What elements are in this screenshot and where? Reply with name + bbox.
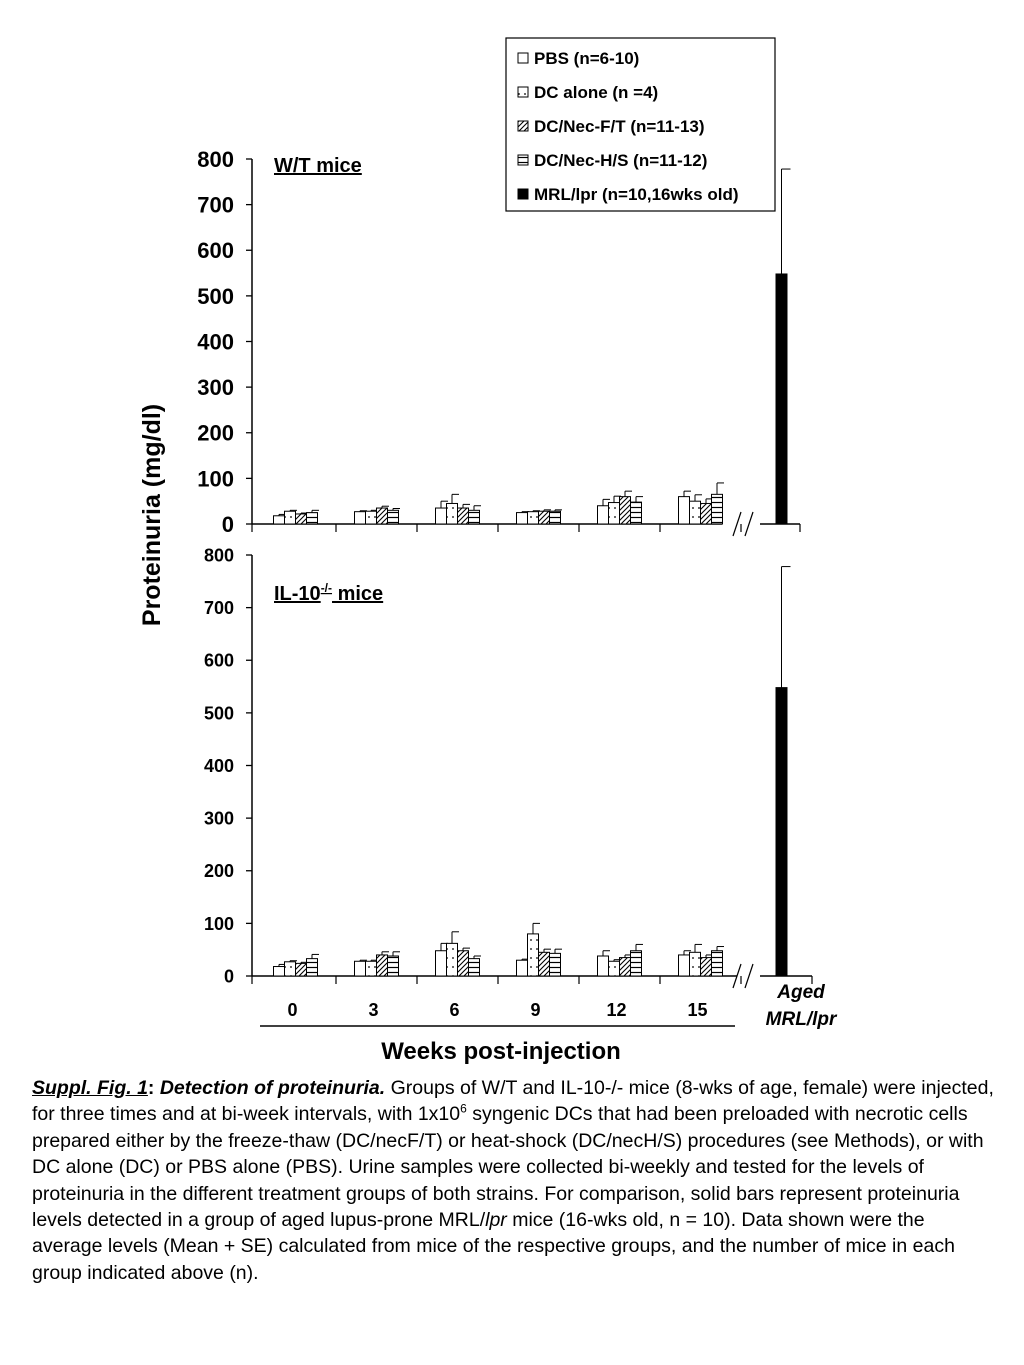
bar-diagonal bbox=[701, 958, 712, 976]
bar-horizontal bbox=[550, 511, 561, 524]
bar-dots bbox=[609, 961, 620, 976]
y-tick-label: 800 bbox=[197, 146, 234, 172]
bar-dots bbox=[285, 511, 296, 524]
caption-figure-number: Suppl. Fig. 1 bbox=[32, 1077, 148, 1099]
y-tick-label: 400 bbox=[203, 755, 234, 776]
y-tick-label: 0 bbox=[221, 511, 234, 537]
axis-break-mark bbox=[745, 964, 753, 988]
bar-horizontal bbox=[469, 959, 480, 976]
caption-text-1: Groups of W/T and IL-10-/- mice (8-wks of age, female) were injected, for three times and at bi-week intervals, with 1x10 bbox=[32, 1077, 994, 1126]
bar-white bbox=[679, 497, 690, 524]
x-tick-label: 0 bbox=[287, 1000, 298, 1020]
bar-white bbox=[436, 508, 447, 524]
bar-horizontal bbox=[469, 510, 480, 524]
legend-swatch-dots bbox=[518, 87, 528, 97]
y-tick-label: 100 bbox=[203, 913, 234, 934]
bar-horizontal bbox=[631, 502, 642, 524]
bar-diagonal bbox=[539, 952, 550, 976]
bar-horizontal bbox=[388, 956, 399, 976]
bar-horizontal bbox=[388, 510, 399, 524]
caption-text-2: syngenic DCs that had been preloaded with necrotic cells prepared either by the freeze-thaw (DC/necF/T) or heat-shock (DC/necH/S) procedures (see Methods), or with DC alone (DC) or PBS alone (PBS). Urine samples were collected bi-weekly and tested for the levels of proteinuria in the different treatment groups of both strains. For comparison, solid bars represent proteinuria levels detected in a group of aged lupus-prone MRL/ bbox=[32, 1103, 984, 1232]
y-tick-label: 300 bbox=[203, 808, 234, 829]
y-tick-label: 700 bbox=[203, 598, 234, 619]
legend-label: DC/Nec-H/S (n=11-12) bbox=[534, 151, 708, 170]
y-tick-label: 400 bbox=[197, 329, 234, 355]
caption-italic: lpr bbox=[485, 1209, 507, 1232]
bar-dots bbox=[447, 943, 458, 976]
bar-dots bbox=[690, 501, 701, 524]
x-tick-label: 6 bbox=[449, 1000, 460, 1020]
bar-white bbox=[274, 967, 285, 976]
bar-dots bbox=[366, 511, 377, 524]
legend-swatch-diagonal bbox=[518, 121, 528, 131]
y-tick-label: 700 bbox=[197, 192, 234, 218]
bar-horizontal bbox=[712, 951, 723, 976]
y-tick-label: 500 bbox=[197, 283, 234, 309]
legend-swatch-white bbox=[518, 53, 528, 63]
y-axis-title: Proteinuria (mg/dl) bbox=[138, 403, 166, 627]
bar-dots bbox=[528, 512, 539, 524]
bar-diagonal bbox=[458, 508, 469, 524]
figure-caption bbox=[32, 1075, 994, 1286]
bar-horizontal bbox=[307, 959, 318, 976]
x-tick-label: 12 bbox=[606, 1000, 627, 1020]
bar-horizontal bbox=[307, 513, 318, 524]
caption-superscript: 6 bbox=[460, 1101, 467, 1116]
bar-dots bbox=[690, 952, 701, 976]
caption-colon: : bbox=[147, 1077, 160, 1099]
bar-diagonal bbox=[701, 503, 712, 524]
bar-white bbox=[517, 960, 528, 976]
bar-diagonal bbox=[620, 497, 631, 524]
bar-diagonal bbox=[296, 963, 307, 976]
panel-label: W/T mice bbox=[274, 155, 362, 177]
bar-dots bbox=[609, 503, 620, 524]
caption-title: Detection of proteinuria. bbox=[159, 1077, 386, 1099]
bar-diagonal bbox=[458, 951, 469, 976]
legend-swatch-horizontal bbox=[518, 155, 528, 165]
bar-dots bbox=[447, 503, 458, 524]
legend-swatch-black bbox=[518, 189, 528, 199]
bar-diagonal bbox=[296, 514, 307, 524]
bar-mrl-lpr bbox=[776, 688, 787, 976]
y-tick-label: 500 bbox=[203, 703, 234, 724]
bar-diagonal bbox=[620, 958, 631, 976]
axis-break-mark bbox=[733, 512, 741, 536]
x-tick-label: 3 bbox=[368, 1000, 379, 1020]
legend bbox=[506, 38, 775, 211]
bar-horizontal bbox=[550, 953, 561, 976]
bar-mrl-lpr bbox=[776, 274, 787, 524]
x-axis-title: Weeks post-injection bbox=[381, 1038, 621, 1065]
bar-white bbox=[598, 506, 609, 524]
bar-white bbox=[436, 951, 447, 976]
bar-white bbox=[679, 955, 690, 976]
y-tick-label: 200 bbox=[203, 861, 234, 882]
bar-white bbox=[274, 516, 285, 524]
y-tick-label: 600 bbox=[197, 238, 234, 264]
legend-label: DC/Nec-F/T (n=11-13) bbox=[534, 117, 705, 136]
y-tick-label: 300 bbox=[197, 375, 234, 401]
x-tick-label: 9 bbox=[530, 1000, 541, 1020]
bar-white bbox=[598, 956, 609, 976]
legend-label: MRL/lpr (n=10,16wks old) bbox=[534, 185, 739, 204]
bar-diagonal bbox=[377, 955, 388, 976]
bar-diagonal bbox=[539, 511, 550, 524]
y-tick-label: 200 bbox=[197, 420, 234, 446]
axis-break-mark bbox=[745, 512, 753, 536]
bar-white bbox=[517, 513, 528, 524]
y-tick-label: 0 bbox=[223, 966, 234, 987]
caption-text-3: mice (16-wks old, n = 10). Data shown were the average levels (Mean + SE) calculated from mice of the respective groups, and the number of mice in each group indicated above (n). bbox=[32, 1209, 955, 1284]
x-tick-label-aged: Aged bbox=[777, 982, 825, 1003]
bar-dots bbox=[285, 962, 296, 976]
x-tick-label-mrl: MRL/lpr bbox=[765, 1009, 837, 1030]
legend-label: PBS (n=6-10) bbox=[534, 49, 640, 68]
y-tick-label: 600 bbox=[203, 650, 234, 671]
bar-diagonal bbox=[377, 508, 388, 524]
y-tick-label: 100 bbox=[197, 466, 234, 492]
bar-white bbox=[355, 512, 366, 524]
y-tick-label: 800 bbox=[203, 545, 234, 566]
bar-horizontal bbox=[631, 951, 642, 976]
x-tick-label: 15 bbox=[687, 1000, 708, 1020]
bar-dots bbox=[366, 961, 377, 976]
bar-white bbox=[355, 961, 366, 976]
panel-label: IL-10-/- mice bbox=[274, 581, 384, 605]
legend-label: DC alone (n =4) bbox=[534, 83, 659, 102]
bar-dots bbox=[528, 934, 539, 976]
panel-il10 bbox=[204, 545, 812, 988]
bar-horizontal bbox=[712, 494, 723, 524]
